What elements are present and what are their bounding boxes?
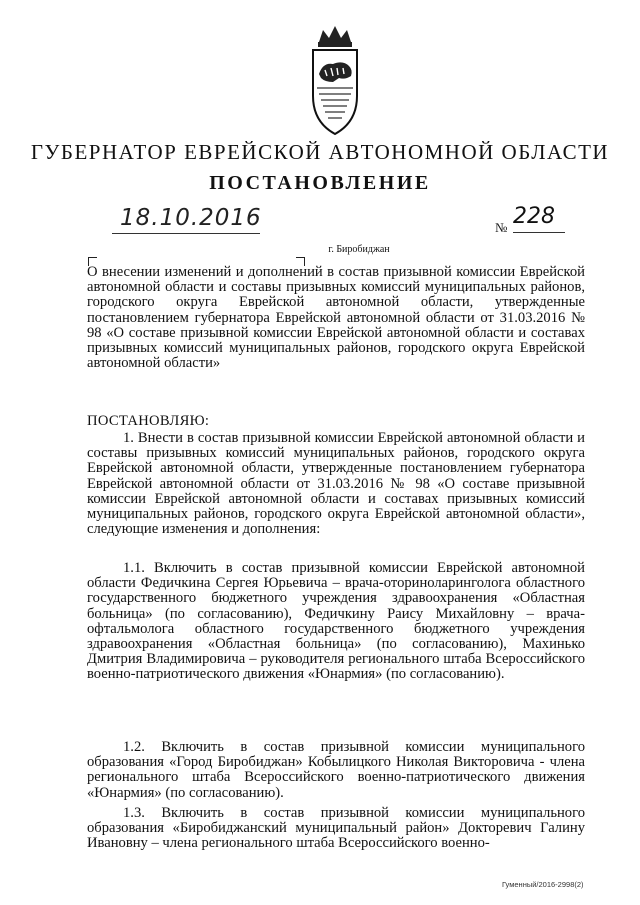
governor-heading: ГУБЕРНАТОР ЕВРЕЙСКОЙ АВТОНОМНОЙ ОБЛАСТИ bbox=[30, 140, 610, 164]
paragraph-1-1: 1.1. Включить в состав призывной комиссии Еврейской автономной области Федичкина Сергея Юрьевича – врача-оториноларинголога областного государственного бюджетного учреждения здравоохранения «Областная больница» (по согласованию), Федичкину Раису Михайловну – врача-офтальмолога областного государственного бюджетного учреждения здравоохранения «Областная больница» (по согласованию), Махинько Дмитрия Владимировича – руководителя регионального штаба Всероссийского военно-патриотического движения «Юнармия» (по согласованию). bbox=[87, 560, 585, 683]
coat-of-arms-tiger-emblem bbox=[303, 18, 367, 140]
document-number bbox=[495, 204, 585, 236]
number-value: 228 bbox=[513, 204, 565, 233]
paragraph-1-2: 1.2. Включить в состав призывной комиссии муниципального образования «Город Биробиджан» Кобылицкого Николая Викторовича - члена регионального штаба Всероссийского военно-патриотического движения «Юнармия» (по согласованию). bbox=[87, 739, 585, 801]
document-subject: О внесении изменений и дополнений в состав призывной комиссии Еврейской автономной области и составы призывных комиссий муниципальных районов, городского округа Еврейской автономной области, утвержденные постановлением губернатора Еврейской автономной области от 31.03.2016 № 98 «О составе призывной комиссии Еврейской автономной области и составах призывных комиссий муниципальных районов, городского округа Еврейской автономной области» bbox=[87, 264, 585, 372]
document-type-title: ПОСТАНОВЛЕНИЕ bbox=[209, 172, 431, 194]
number-label: № bbox=[495, 220, 508, 235]
paragraph-1-3: 1.3. Включить в состав призывной комиссии муниципального образования «Биробиджанский муниципальный район» Докторевич Галину Ивановну – члена регионального штаба Всероссийского военно- bbox=[87, 805, 585, 852]
document-date: 18.10.2016 bbox=[112, 205, 260, 234]
footer-reference: Гуменный/2016-2998(2) bbox=[502, 880, 584, 889]
city-label: г. Биробиджан bbox=[328, 244, 390, 255]
paragraph-1: 1. Внести в состав призывной комиссии Еврейской автономной области и составы призывных комиссий муниципальных районов, городского округа Еврейской автономной области, утвержденные постановлением губернатора Еврейской автономной области от 31.03.2016 № 98 «О составе призывной комиссии Еврейской автономной области и составах призывных комиссий муниципальных районов, городского округа Еврейской автономной области», следующие изменения и дополнения: bbox=[87, 430, 585, 538]
resolve-heading: ПОСТАНОВЛЯЮ: bbox=[87, 413, 210, 429]
